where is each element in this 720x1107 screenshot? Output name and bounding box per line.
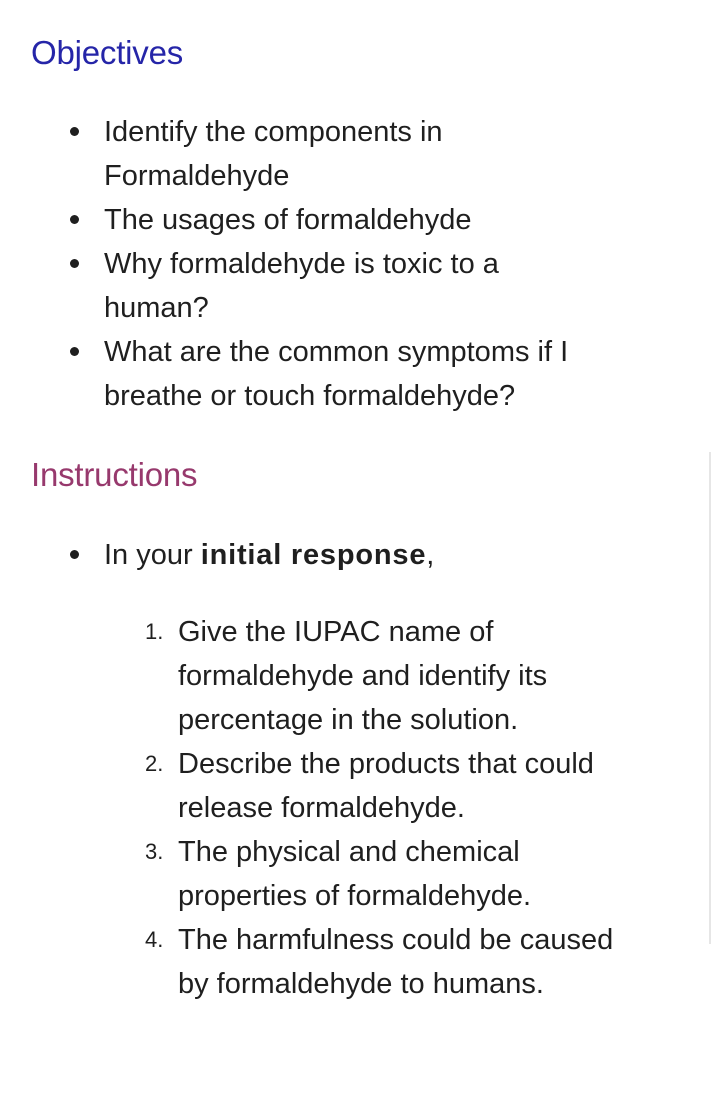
objective-text-line: Why formaldehyde is toxic to a: [104, 248, 499, 280]
step-text-line: The physical and chemical: [178, 836, 520, 868]
bullet-dot-icon: [70, 550, 79, 559]
response-step-item: [130, 610, 700, 742]
objective-item: [62, 242, 682, 330]
step-number: 1.: [145, 619, 164, 644]
objective-item: [62, 198, 682, 242]
objective-text-line: What are the common symptoms if I: [104, 336, 569, 368]
step-text-line: The harmfulness could be caused: [178, 924, 614, 956]
objectives-list: [62, 110, 682, 418]
step-text-line: formaldehyde and identify its: [178, 660, 548, 692]
step-number: 2.: [145, 751, 164, 776]
response-steps-list: [130, 610, 700, 1006]
step-text-line: percentage in the solution.: [178, 704, 519, 736]
initial-response-emphasis: initial response: [200, 539, 427, 571]
step-number: 3.: [145, 839, 164, 864]
response-step-item: [130, 918, 700, 1006]
objective-text-line: Formaldehyde: [104, 160, 290, 192]
bullet-dot-icon: [70, 127, 79, 136]
instructions-heading: Instructions: [31, 456, 198, 493]
step-text-line: Give the IUPAC name of: [178, 616, 494, 648]
objective-text-line: Identify the components in: [104, 116, 443, 148]
instructions-list: [62, 533, 682, 577]
instruction-intro-item: [62, 533, 682, 577]
step-text-line: release formaldehyde.: [178, 792, 465, 824]
step-text-line: by formaldehyde to humans.: [178, 968, 544, 1000]
objectives-heading: Objectives: [31, 34, 184, 71]
objective-item: [62, 330, 682, 418]
objective-item: [62, 110, 682, 198]
bullet-dot-icon: [70, 259, 79, 268]
intro-suffix-text: ,: [426, 539, 435, 571]
scroll-edge-divider: [709, 452, 711, 944]
step-text-line: Describe the products that could: [178, 748, 594, 780]
objective-text-line: human?: [104, 292, 209, 324]
objective-text-line: breathe or touch formaldehyde?: [104, 380, 516, 412]
bullet-dot-icon: [70, 215, 79, 224]
objective-text-line: The usages of formaldehyde: [104, 204, 472, 236]
step-number: 4.: [145, 927, 164, 952]
response-step-item: [130, 830, 700, 918]
response-step-item: [130, 742, 700, 830]
bullet-dot-icon: [70, 347, 79, 356]
intro-prefix-text: In your: [104, 539, 201, 571]
step-text-line: properties of formaldehyde.: [178, 880, 532, 912]
